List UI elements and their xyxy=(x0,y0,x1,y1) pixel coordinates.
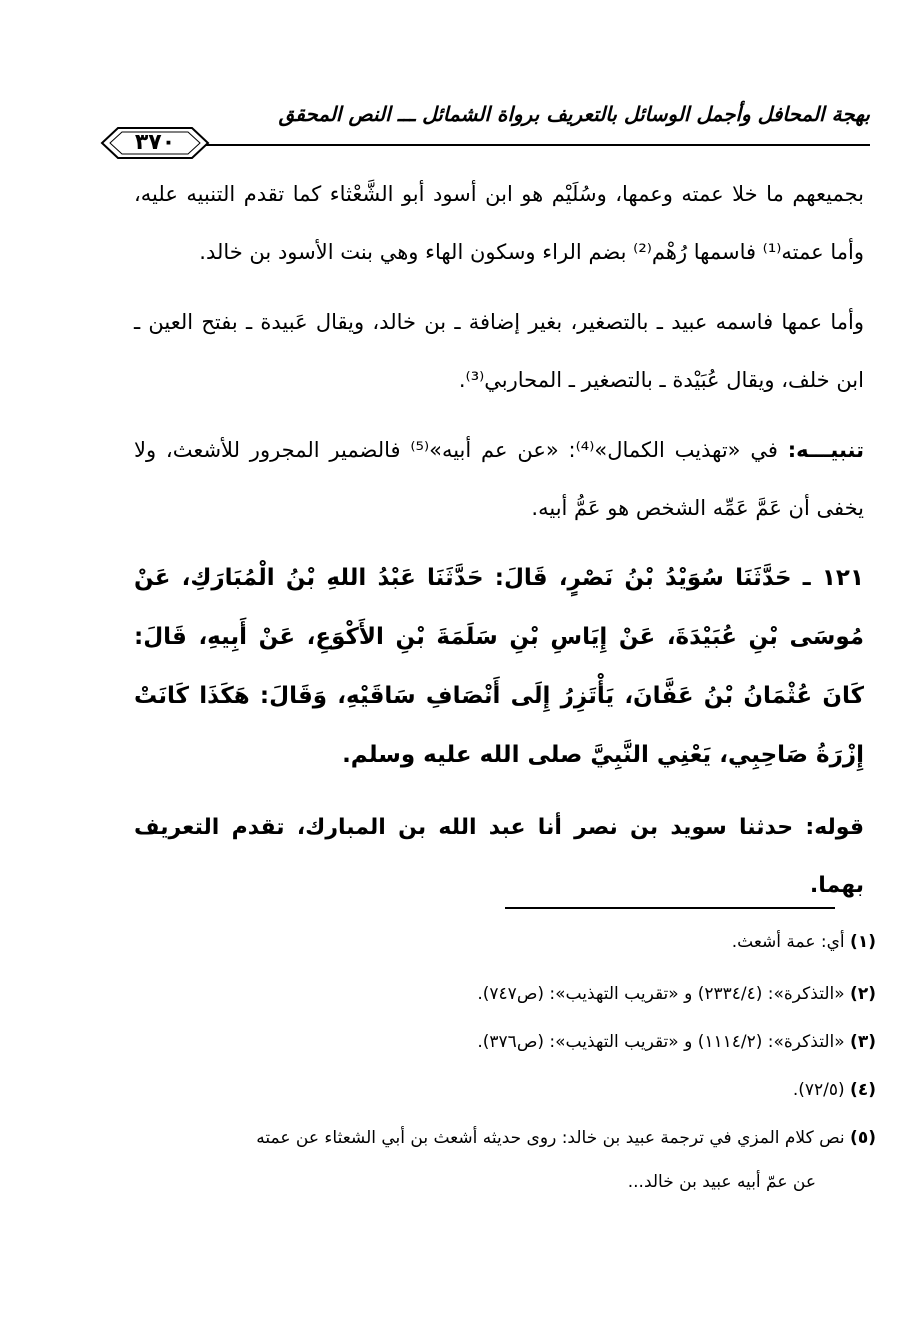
footnote xyxy=(146,972,876,1016)
footnote xyxy=(146,1116,876,1160)
footnote-text: «التذكرة»: (٢٣٣٤/٤) و «تقريب التهذيب»: (ص٧٤٧). xyxy=(477,984,851,1004)
footnote-text: (٧٢/٥). xyxy=(792,1080,851,1100)
footnote-text: نص كلام المزي في ترجمة عبيد بن خالد: روى حديثه أشعث بن أبي الشعثاء عن عمته xyxy=(256,1128,851,1148)
commentary: قوله: حدثنا سويد بن نصر أنا عبد الله بن المبارك، تقدم التعريف بهما. xyxy=(134,815,864,898)
footnote-separator xyxy=(505,907,835,909)
hadith-number: ١٢١ xyxy=(821,565,864,591)
running-header xyxy=(100,98,870,160)
hadith-text xyxy=(134,549,864,785)
footnote xyxy=(146,1020,876,1064)
footnote-number: (١) xyxy=(850,932,876,952)
header-title: بهجة المحافل وأجمل الوسائل بالتعريف برواة الشمائل ـــ النص المحقق xyxy=(278,102,870,126)
footnote-number: (٥) xyxy=(850,1128,876,1148)
paragraph: وأما عمها فاسمه عبيد ـ بالتصغير، بغير إضافة ـ بن خالد، ويقال عَبيدة ـ بفتح العين ـ ابن خلف، ويقال عُبَيْدة ـ بالتصغير ـ المحاربي⁽³⁾. xyxy=(134,310,864,392)
header-rule xyxy=(180,144,870,146)
note-text: في «تهذيب الكمال»⁽⁴⁾: «عن عم أبيه»⁽⁵⁾ فالضمير المجرور للأشعث، ولا يخفى أن عَمَّ عَمِّه الشخص هو عَمُّ أبيه. xyxy=(134,438,864,520)
main-text xyxy=(134,165,864,915)
hadith-body: ـ حَدَّثَنَا سُوَيْدُ بْنُ نَصْرٍ، قَالَ: حَدَّثَنَا عَبْدُ اللهِ بْنُ الْمُبَارَكِ، عَنْ مُوسَى بْنِ عُبَيْدَةَ، عَنْ إِيَاسِ بْنِ سَلَمَةَ بْنِ الأَكْوَعِ، عَنْ أَبِيهِ، قَالَ: كَانَ عُثْمَانُ بْنُ عَفَّانَ، يَأْتَزِرُ إِلَى أَنْصَافِ سَاقَيْهِ، وَقَالَ: هَكَذَا كَانَتْ إِزْرَةُ صَاحِبِي، يَعْنِي النَّبِيَّ صلى الله عليه وسلم. xyxy=(134,565,864,768)
footnote xyxy=(146,1068,876,1112)
footnote-text: «التذكرة»: (١١١٤/٢) و «تقريب التهذيب»: (ص٣٧٦). xyxy=(477,1032,851,1052)
footnotes xyxy=(146,920,876,1204)
note-label: تنبيـــه: xyxy=(787,438,864,462)
footnote-continuation: عن عمّ أبيه عبيد بن خالد... xyxy=(627,1172,816,1192)
note-paragraph xyxy=(134,421,864,537)
footnote-number: (٣) xyxy=(850,1032,876,1052)
page-number-badge xyxy=(100,126,210,160)
footnote-number: (٢) xyxy=(850,984,876,1004)
footnote-text: أي: عمة أشعث. xyxy=(731,932,851,952)
page-number: ٣٧٠ xyxy=(134,130,176,155)
paragraph: بجميعهم ما خلا عمته وعمها، وسُلَيْم هو ابن أسود أبو الشَّعْثاء كما تقدم التنبيه عليه، وأما عمته⁽¹⁾ فاسمها رُهْم⁽²⁾ بضم الراء وسكون الهاء وهي بنت الأسود بن خالد. xyxy=(134,182,864,264)
footnote-number: (٤) xyxy=(850,1080,876,1100)
footnote xyxy=(146,920,876,964)
